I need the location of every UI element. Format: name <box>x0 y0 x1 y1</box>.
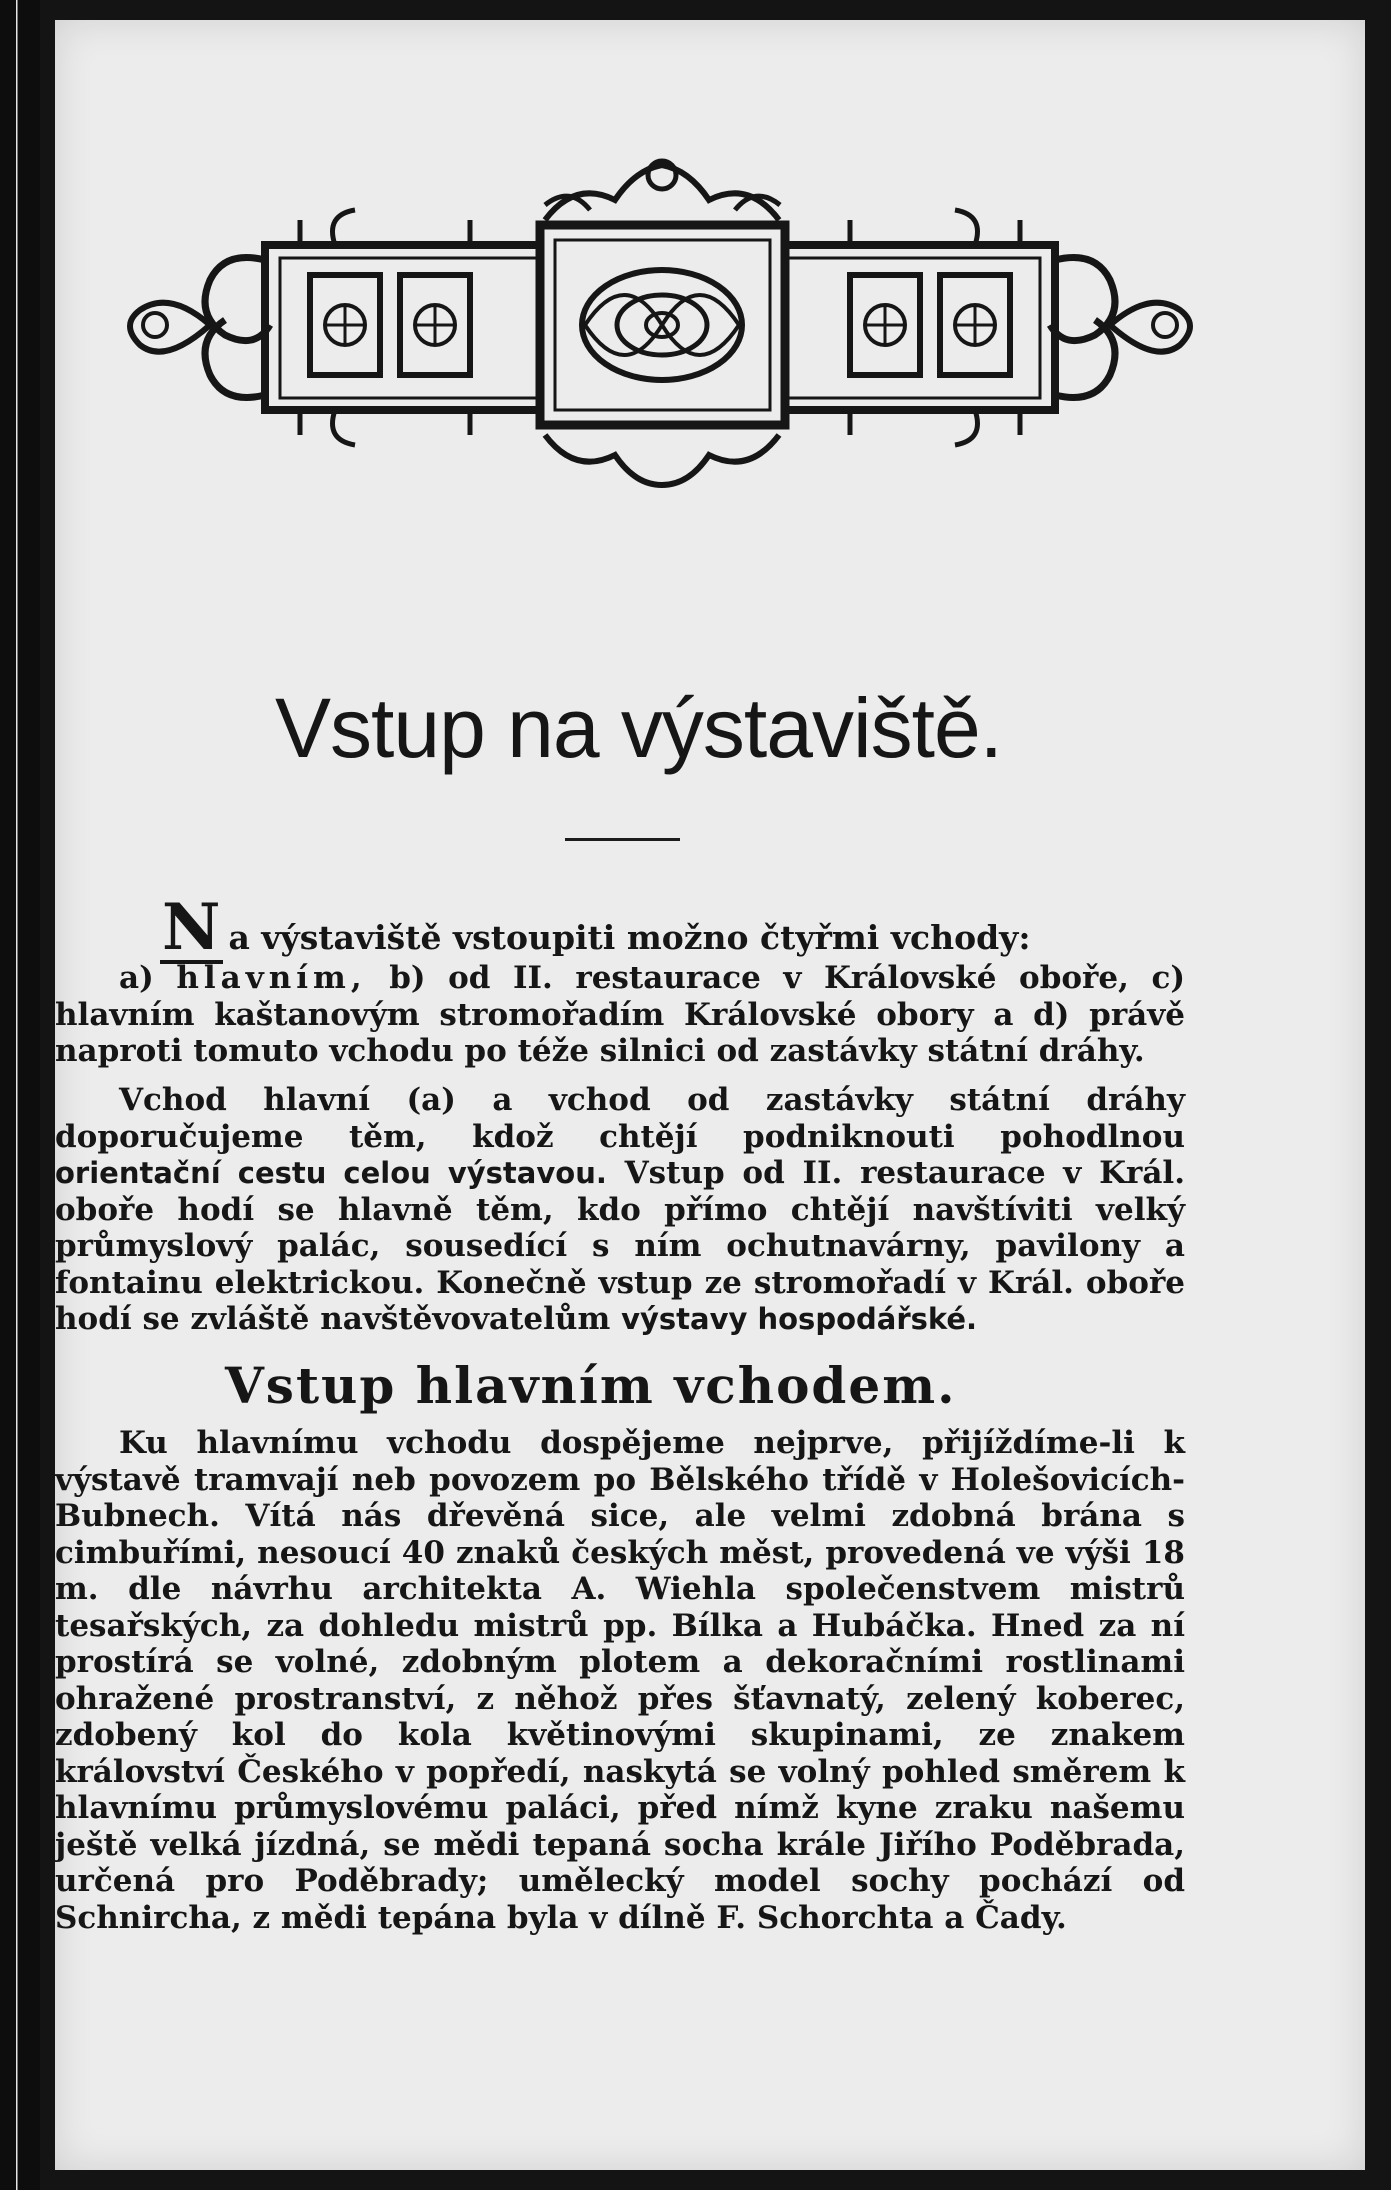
intro-line <box>160 890 1031 965</box>
paragraph1-rest: b) od II. restaurace v Královské oboře, c) hlavním kaštanovým stromořadím Královské obory a d) právě naproti tomuto vchodu po téže silnici od zastávky státní dráhy. <box>55 960 1185 1069</box>
paragraph2-text1: Vchod hlavní (a) a vchod od zastávky státní dráhy doporučujeme těm, kdož chtějí podniknouti pohodlnou <box>55 1082 1185 1155</box>
title-divider <box>565 838 680 841</box>
emphasis-agricultural-exhibition: výstavy hospodářské. <box>621 1302 978 1336</box>
ornament-headpiece-icon <box>115 150 1205 490</box>
drop-cap: N <box>162 890 221 965</box>
section-heading: Vstup hlavním vchodem. <box>225 1356 957 1415</box>
paragraph3-text: Ku hlavnímu vchodu dospějeme nejprve, přijíždíme-li k výstavě tramvají neb povozem po Bělského třídě v Holešovicích-Bubnech. Vítá nás dřevěná sice, ale velmi zdobná brána s cimbuřími, nesoucí 40 znaků českých měst, provedená ve výši 18 m. dle návrhu architekta A. Wiehla společenstvem mistrů tesařských, za dohledu mistrů pp. Bílka a Hubáčka. Hned za ní prostírá se volné, zdobným plotem a dekoračními rostlinami ohražené prostranství, z něhož přes šťavnatý, zelený koberec, zdobený kol do kola květinovými skupinami, ze znakem království Českého v popředí, naskytá se volný pohled směrem k hlavnímu průmyslovému paláci, před nímž kyne zraku našemu ještě velká jízdná, se mědi tepaná socha krále Jiřího Poděbrada, určená pro Poděbrady; umělecký model sochy pochází od Schnircha, z mědi tepána byla v dílně F. Schorchta a Čady. <box>55 1425 1185 1936</box>
paragraph-entrances <box>55 960 1185 1070</box>
book-page <box>55 20 1365 2170</box>
paragraph-main-entrance <box>55 1425 1185 1936</box>
word-hlavnim: hlavním, <box>176 960 367 996</box>
page-title: Vstup na výstaviště. <box>275 681 1003 775</box>
paragraph2-text2: Vstup od II. restaurace v Král. oboře hodí se hlavně těm, kdo přímo chtějí navštíviti velký průmyslový palác, sousedící s ním ochutnavárny, pavilony a fontainu elektrickou. Konečně vstup ze stromořadí v Král. oboře hodí se zvláště navštěvovatelům <box>55 1155 1186 1337</box>
emphasis-orientation-tour: orientační cestu celou výstavou. <box>55 1156 607 1190</box>
paragraph-recommendations <box>55 1082 1185 1338</box>
intro-text: a výstaviště vstoupiti možno čtyřmi vchody: <box>228 918 1031 957</box>
scanner-edge <box>0 0 40 2190</box>
label-a: a) <box>119 960 154 996</box>
